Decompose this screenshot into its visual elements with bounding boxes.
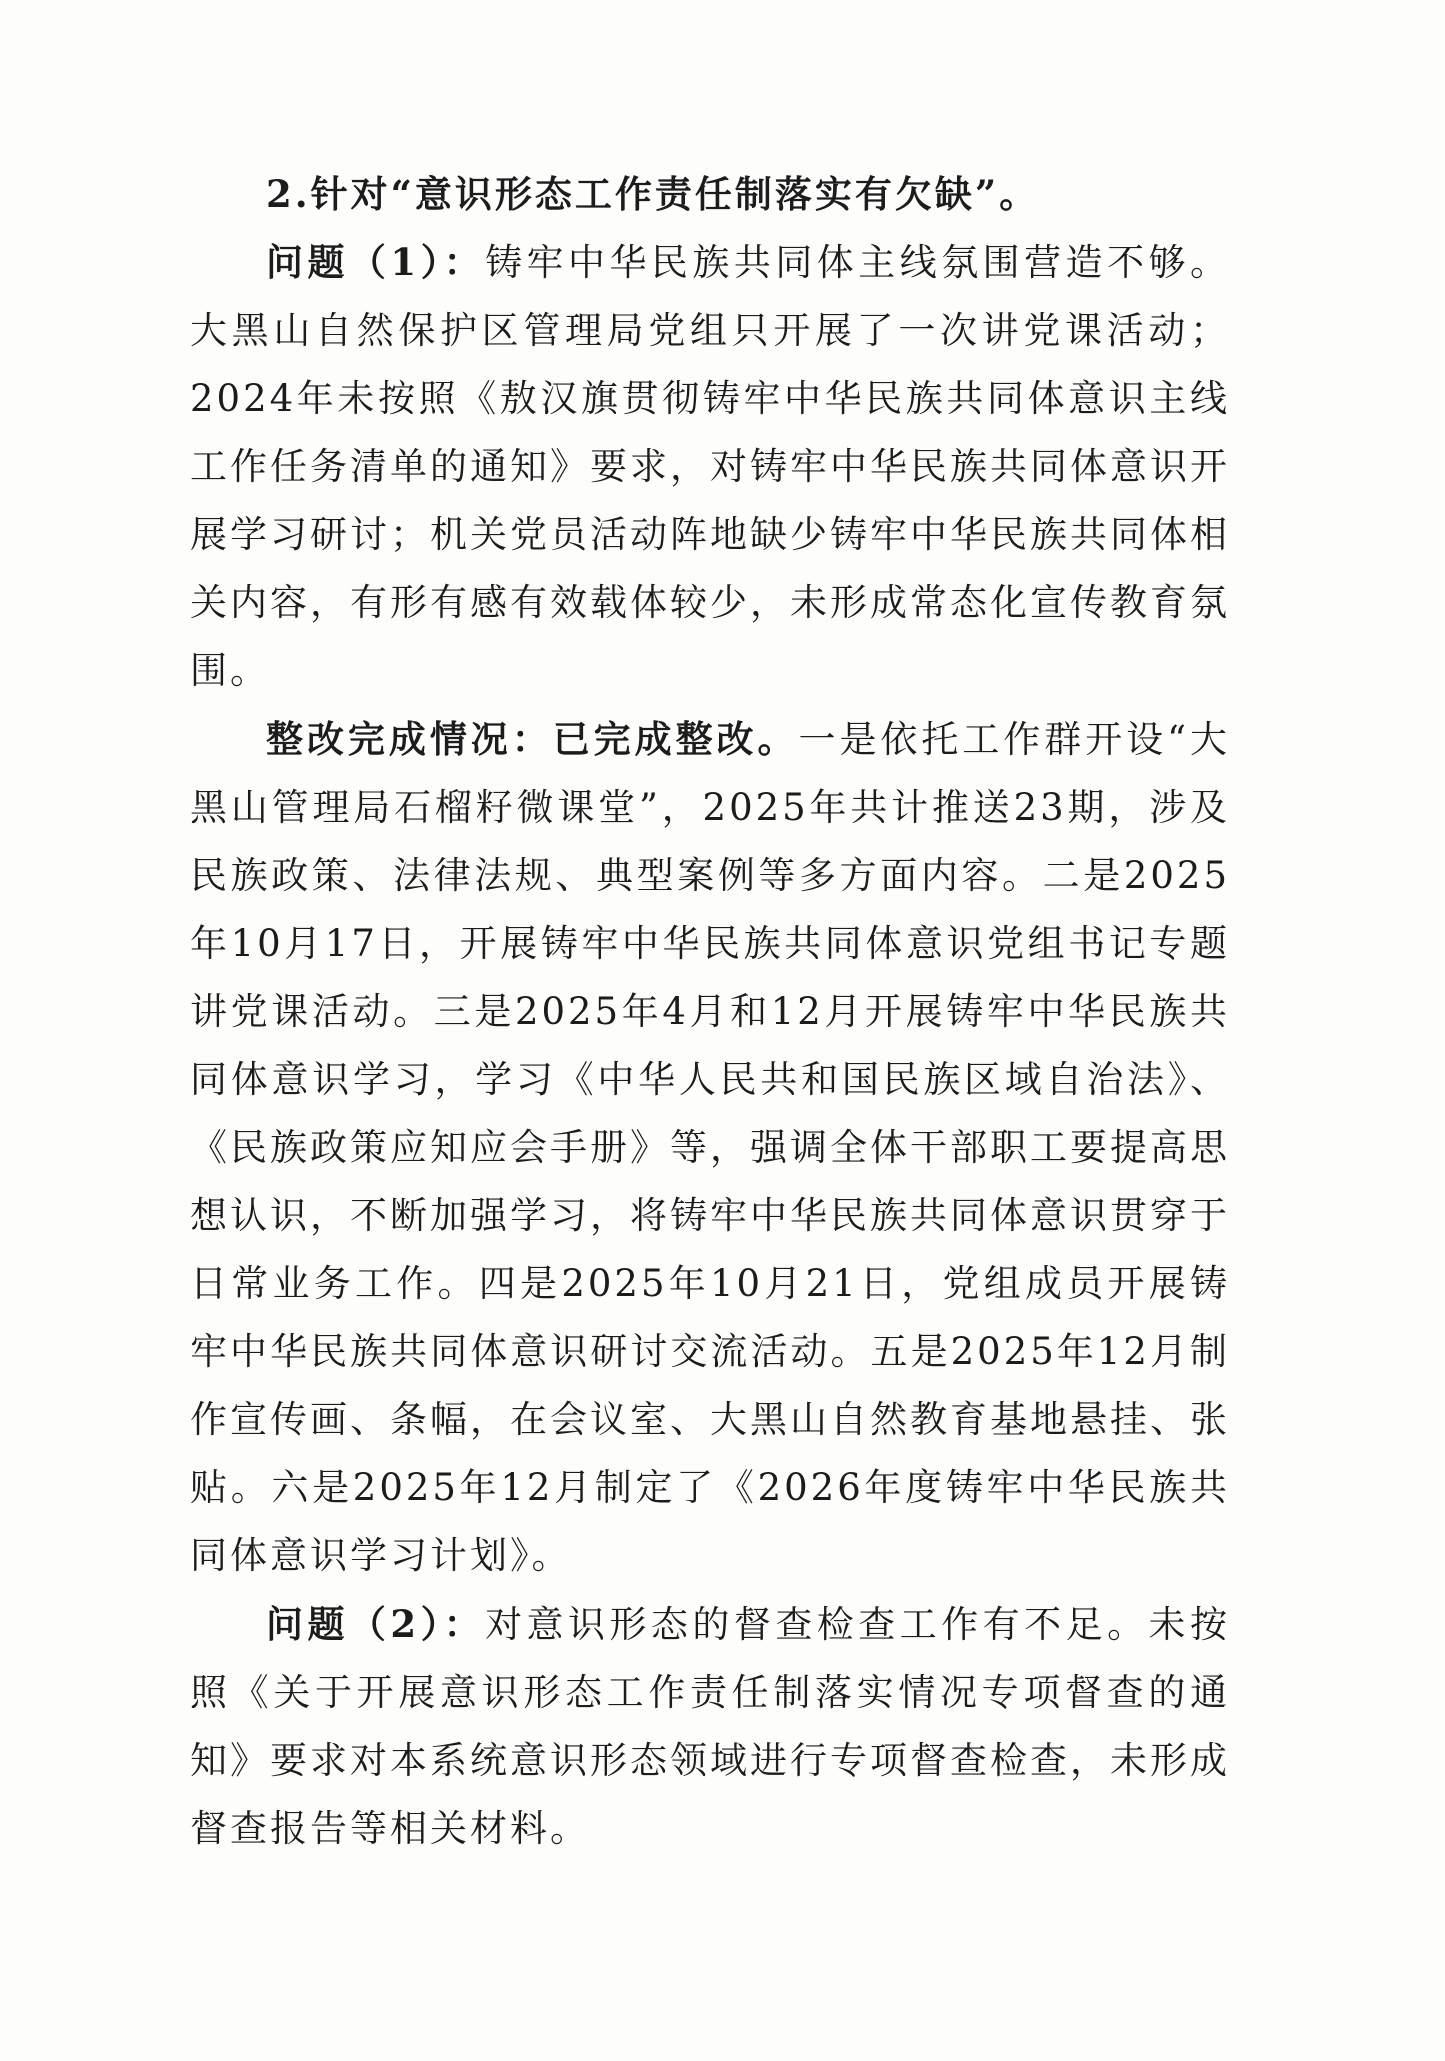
problem-1-label: 问题（1）：	[266, 240, 486, 284]
problem-2-text: 对意识形态的督查检查工作有不足。未按照《关于开展意识形态工作责任制落实情况专项督查的通知》要求对本系统意识形态领域进行专项督查检查，未形成督查报告等相关材料。	[190, 1603, 1231, 1850]
problem-2-label: 问题（2）：	[266, 1602, 486, 1646]
problem-1-text: 铸牢中华民族共同体主线氛围营造不够。大黑山自然保护区管理局党组只开展了一次讲党课活动；2024年未按照《敖汉旗贯彻铸牢中华民族共同体意识主线工作任务清单的通知》要求，对铸牢中华民族共同体意识开展学习研讨；机关党员活动阵地缺少铸牢中华民族共同体相关内容，有形有感有效载体较少，未形成常态化宣传教育氛围。	[190, 241, 1231, 692]
rectification-1-text: 一是依托工作群开设“大黑山管理局石榴籽微课堂”，2025年共计推送23期，涉及民族政策、法律法规、典型案例等多方面内容。二是2025年10月17日，开展铸牢中华民族共同体意识党组书记专题讲党课活动。三是2025年4月和12月开展铸牢中华民族共同体意识学习，学习《中华人民共和国民族区域自治法》、《民族政策应知应会手册》等，强调全体干部职工要提高思想认识，不断加强学习，将铸牢中华民族共同体意识贯穿于日常业务工作。四是2025年10月21日，党组成员开展铸牢中华民族共同体意识研讨交流活动。五是2025年12月制作宣传画、条幅，在会议室、大黑山自然教育基地悬挂、张贴。六是2025年12月制定了《2026年度铸牢中华民族共同体意识学习计划》。	[190, 718, 1230, 1577]
rectification-1-paragraph	[190, 705, 1230, 1590]
section-heading: 2.针对“意识形态工作责任制落实有欠缺”。	[266, 172, 1040, 216]
document-body	[190, 160, 1230, 1863]
problem-1-paragraph	[190, 228, 1230, 705]
problem-2-paragraph	[190, 1590, 1230, 1863]
rectification-1-label: 整改完成情况：已完成整改。	[266, 717, 799, 761]
